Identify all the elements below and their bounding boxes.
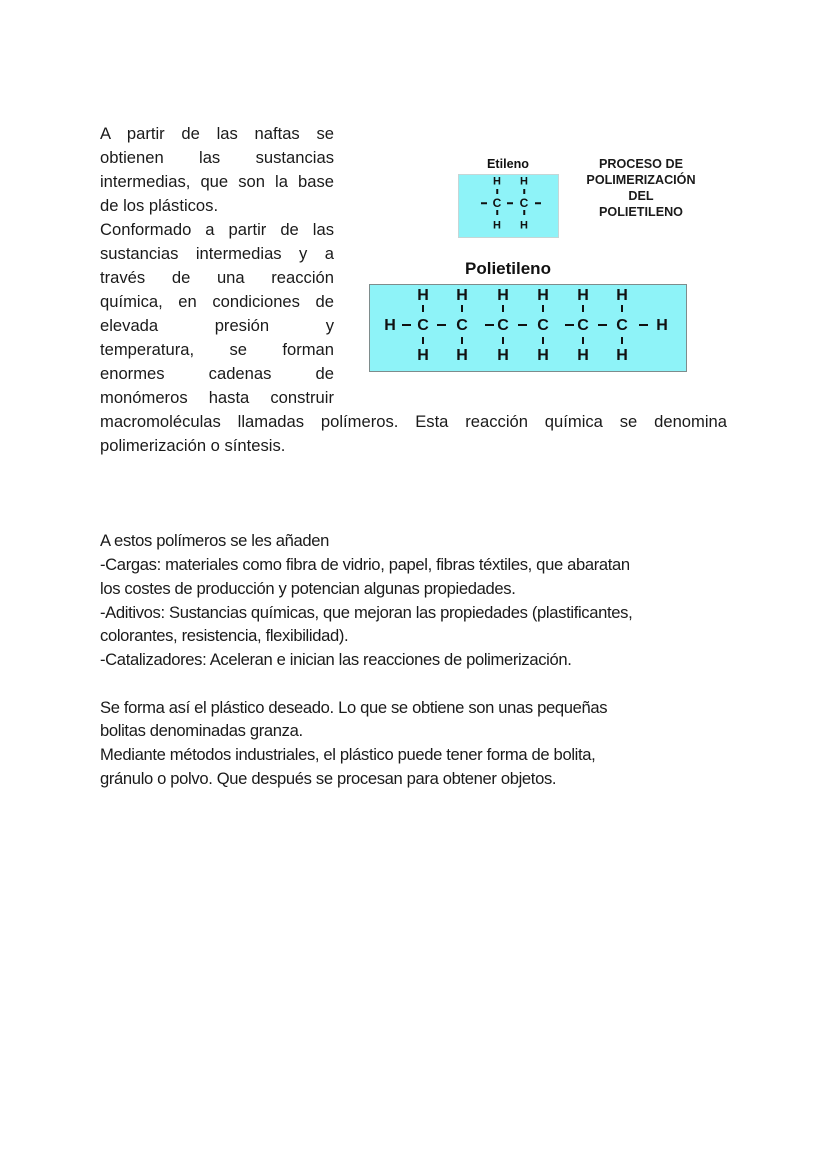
bond-line: [502, 337, 504, 344]
atom-h: H: [616, 287, 628, 304]
atom-h: H: [493, 219, 501, 232]
text-line: temperatura, se forman: [100, 340, 334, 359]
atom-c: C: [417, 317, 429, 334]
text-line: bolitas denominadas granza.: [100, 721, 303, 740]
text-line: obtienen las sustancias: [100, 148, 334, 167]
text-line: de los plásticos.: [100, 196, 219, 215]
bond-line: [461, 337, 463, 344]
atom-h: H: [537, 287, 549, 304]
atom-c: C: [577, 317, 589, 334]
atom-h: H: [577, 287, 589, 304]
bond-line: [461, 305, 463, 312]
bond-line: [496, 189, 498, 194]
etileno-box: [458, 174, 559, 238]
text-line: -Cargas: materiales como fibra de vidrio, papel, fibras téxtiles, que abaratan: [100, 555, 630, 574]
bond-line: [639, 324, 648, 326]
bond-line: [496, 210, 498, 215]
bond-line: [422, 337, 424, 344]
bond-line: [535, 202, 541, 204]
bond-line: [481, 202, 487, 204]
atom-h: H: [656, 317, 668, 334]
process-title: [570, 156, 712, 220]
text-line: través de una reacción: [100, 268, 334, 287]
bond-line: [422, 305, 424, 312]
text-line: colorantes, resistencia, flexibilidad).: [100, 626, 349, 645]
bond-line: [621, 305, 623, 312]
bond-line: [523, 210, 525, 215]
text-line: los costes de producción y potencian algunas propiedades.: [100, 579, 516, 598]
text-line: Conformado a partir de las: [100, 220, 334, 239]
text-line: gránulo o polvo. Que después se procesan para obtener objetos.: [100, 769, 557, 788]
process-title-line: POLIETILENO: [599, 205, 683, 219]
atom-h: H: [497, 347, 509, 364]
process-title-line: POLIMERIZACIÓN: [586, 173, 696, 187]
atom-h: H: [577, 347, 589, 364]
bond-line: [621, 337, 623, 344]
polietileno-title: Polietileno: [465, 259, 551, 278]
bond-line: [402, 324, 411, 326]
atom-h: H: [616, 347, 628, 364]
text-line: -Catalizadores: Aceleran e inician las reacciones de polimerización.: [100, 650, 572, 669]
text-line: -Aditivos: Sustancias químicas, que mejoran las propiedades (plastificantes,: [100, 603, 633, 622]
atom-c: C: [456, 317, 468, 334]
text-line: química, en condiciones de: [100, 292, 334, 311]
text-line: Mediante métodos industriales, el plástico puede tener forma de bolita,: [100, 745, 596, 764]
atom-c: C: [519, 196, 529, 210]
text-line: elevada presión y: [100, 316, 334, 335]
bond-line: [565, 324, 574, 326]
text-line: Se forma así el plástico deseado. Lo que se obtiene son unas pequeñas: [100, 698, 608, 717]
atom-h: H: [520, 219, 528, 232]
text-line: intermedias, que son la base: [100, 172, 334, 191]
text-line: A estos polímeros se les añaden: [100, 531, 329, 550]
atom-h: H: [456, 287, 468, 304]
atom-h: H: [417, 347, 429, 364]
bond-line: [437, 324, 446, 326]
bond-line: [582, 305, 584, 312]
text-line: A partir de las naftas se: [100, 124, 334, 143]
atom-h: H: [520, 175, 528, 188]
atom-h: H: [417, 287, 429, 304]
text-line: enormes cadenas de: [100, 364, 334, 383]
atom-c: C: [616, 317, 628, 334]
bond-line: [598, 324, 607, 326]
bond-line: [582, 337, 584, 344]
text-line: sustancias intermedias y a: [100, 244, 334, 263]
atom-h: H: [456, 347, 468, 364]
text-line: macromoléculas llamadas polímeros. Esta reacción química se denomina: [100, 412, 727, 431]
atom-c: C: [492, 196, 502, 210]
text-line: polimerización o síntesis.: [100, 436, 286, 455]
bond-line: [523, 189, 525, 194]
atom-c: C: [497, 317, 509, 334]
bond-line: [485, 324, 494, 326]
atom-c: C: [537, 317, 549, 334]
atom-h: H: [537, 347, 549, 364]
bond-line: [502, 305, 504, 312]
etileno-title: Etileno: [487, 157, 529, 171]
bond-line: [518, 324, 527, 326]
bond-line: [542, 337, 544, 344]
atom-h: H: [493, 175, 501, 188]
process-title-line: PROCESO DE: [599, 157, 683, 171]
atom-h: H: [497, 287, 509, 304]
atom-h: H: [384, 317, 396, 334]
bond-line: [542, 305, 544, 312]
bond-line: [507, 202, 513, 204]
process-title-line: DEL: [628, 189, 654, 203]
text-line: monómeros hasta construir: [100, 388, 334, 407]
